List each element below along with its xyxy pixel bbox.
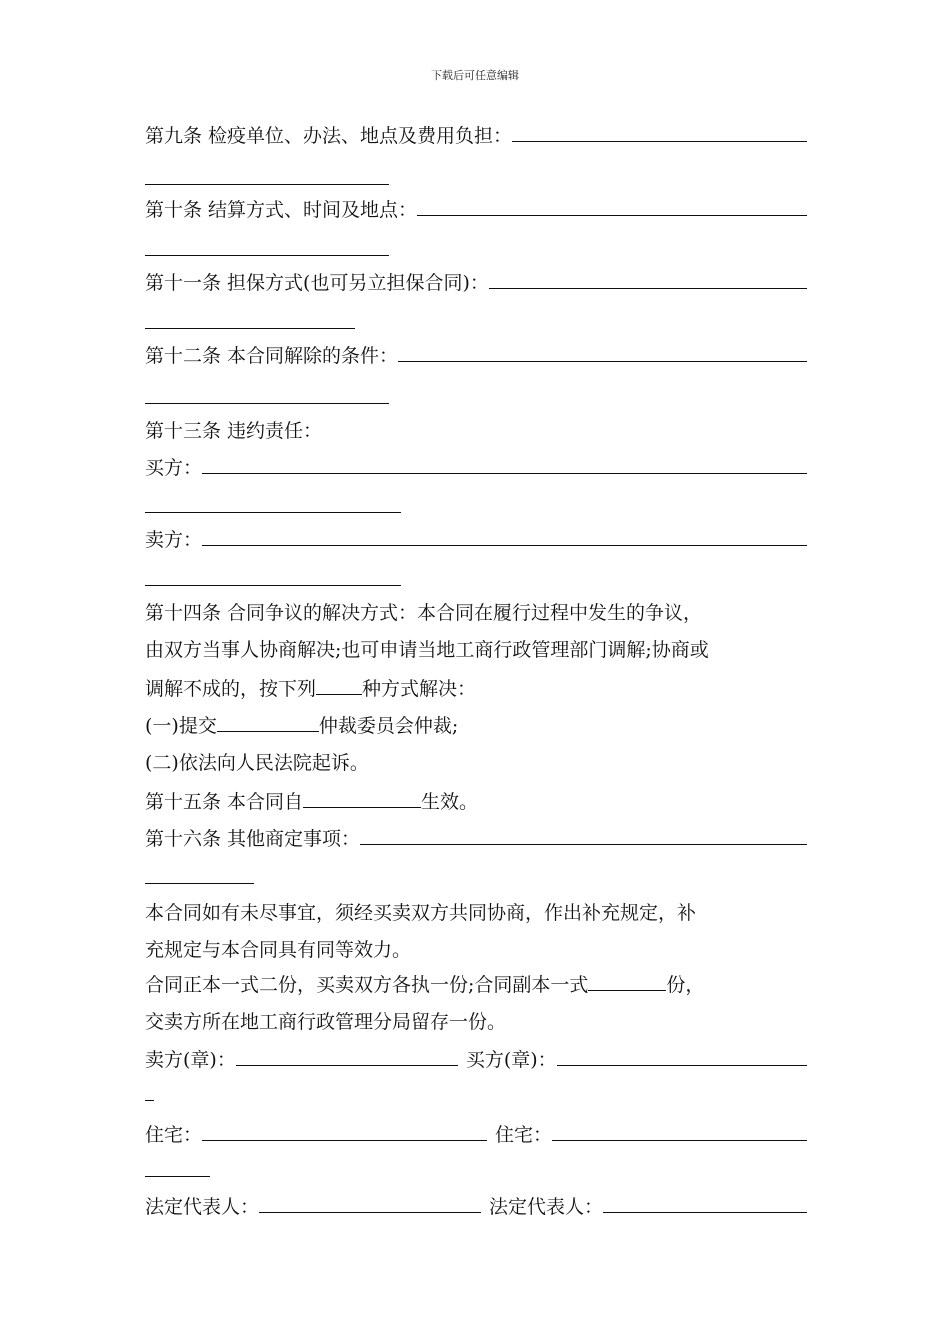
page-header: 下载后可任意编辑 — [431, 69, 519, 82]
clause-14-line-3-a: 调解不成的，按下列 — [145, 678, 317, 700]
buyer-residence-blank — [552, 1122, 807, 1141]
clause-13-buyer-label: 买方： — [145, 457, 203, 479]
copies-count-blank — [588, 972, 666, 991]
clause-15 — [145, 789, 478, 814]
clause-13-seller-blank-cont — [145, 585, 401, 586]
clause-15-date-blank — [303, 789, 421, 808]
clause-12 — [145, 343, 807, 368]
copies-line-2: 交卖方所在地工商行政管理分局留存一份。 — [145, 1011, 507, 1033]
signature-representative-row — [145, 1194, 807, 1219]
clause-10-blank-cont — [145, 255, 389, 256]
buyer-residence-label: 住宅： — [495, 1124, 553, 1146]
signature-seal-row — [145, 1047, 807, 1072]
clause-16 — [145, 826, 807, 851]
clause-15-b: 生效。 — [421, 791, 479, 813]
clause-13-seller — [145, 527, 807, 552]
buyer-seal-label: 买方(章)： — [465, 1049, 557, 1071]
clause-9-blank — [512, 123, 807, 142]
clause-11-blank-cont — [145, 328, 355, 329]
clause-10-text: 第十条 结算方式、时间及地点： — [145, 199, 418, 221]
seller-representative-label: 法定代表人： — [145, 1196, 260, 1218]
clause-13-seller-blank — [202, 527, 807, 546]
clause-13-buyer-blank-cont — [145, 512, 401, 513]
clause-14-line-2: 由双方当事人协商解决;也可申请当地工商行政管理部门调解;协商或 — [145, 639, 709, 661]
buyer-representative-blank — [603, 1194, 807, 1213]
buyer-representative-label: 法定代表人： — [489, 1196, 604, 1218]
supplement-line-2: 充规定与本合同具有同等效力。 — [145, 939, 412, 961]
clause-12-blank-cont — [145, 403, 389, 404]
seller-seal-blank — [236, 1047, 458, 1066]
clause-15-a: 第十五条 本合同自 — [145, 791, 304, 813]
seller-residence-blank — [202, 1122, 487, 1141]
seller-residence-label: 住宅： — [145, 1124, 203, 1146]
signature-residence-row — [145, 1122, 807, 1147]
clause-10-blank — [417, 197, 807, 216]
buyer-seal-blank-cont — [145, 1100, 154, 1101]
clause-13-seller-label: 卖方： — [145, 529, 203, 551]
clause-11 — [145, 270, 807, 295]
clause-14-option-1-b: 仲裁委员会仲裁; — [318, 715, 459, 737]
clause-14-arbitration-blank — [217, 713, 319, 732]
copies-line-1-a: 合同正本一式二份，买卖双方各执一份;合同副本一式 — [145, 974, 589, 996]
clause-13-buyer — [145, 455, 807, 480]
clause-16-blank — [360, 826, 807, 845]
clause-16-blank-cont — [145, 883, 254, 884]
clause-13-buyer-blank — [202, 455, 807, 474]
buyer-seal-blank — [557, 1047, 807, 1066]
seller-representative-blank — [259, 1194, 481, 1213]
clause-12-text: 第十二条 本合同解除的条件： — [145, 345, 399, 367]
clause-14-method-blank — [316, 676, 362, 695]
clause-14-option-2: (二)依法向人民法院起诉。 — [145, 752, 369, 774]
clause-11-text: 第十一条 担保方式(也可另立担保合同)： — [145, 272, 489, 294]
clause-14-option-1-a: (一)提交 — [145, 715, 217, 737]
copies-line-1-b: 份， — [666, 974, 705, 996]
clause-14-line-1: 第十四条 合同争议的解决方式：本合同在履行过程中发生的争议， — [145, 602, 703, 624]
clause-9-text: 第九条 检疫单位、办法、地点及费用负担： — [145, 125, 513, 147]
seller-seal-label: 卖方(章)： — [145, 1049, 236, 1071]
clause-11-blank — [489, 270, 807, 289]
clause-14-line-3 — [145, 676, 476, 701]
buyer-residence-blank-cont — [145, 1176, 210, 1177]
clause-14-line-3-b: 种方式解决： — [362, 678, 477, 700]
clause-9-blank-cont — [145, 184, 389, 185]
clause-10 — [145, 197, 807, 222]
clause-14-option-1 — [145, 713, 458, 738]
supplement-line-1: 本合同如有未尽事宜，须经买卖双方共同协商，作出补充规定，补 — [145, 902, 697, 924]
clause-12-blank — [398, 343, 807, 362]
copies-line-1 — [145, 972, 704, 997]
clause-16-text: 第十六条 其他商定事项： — [145, 828, 361, 850]
clause-13-title: 第十三条 违约责任： — [145, 420, 323, 442]
clause-9 — [145, 123, 807, 148]
